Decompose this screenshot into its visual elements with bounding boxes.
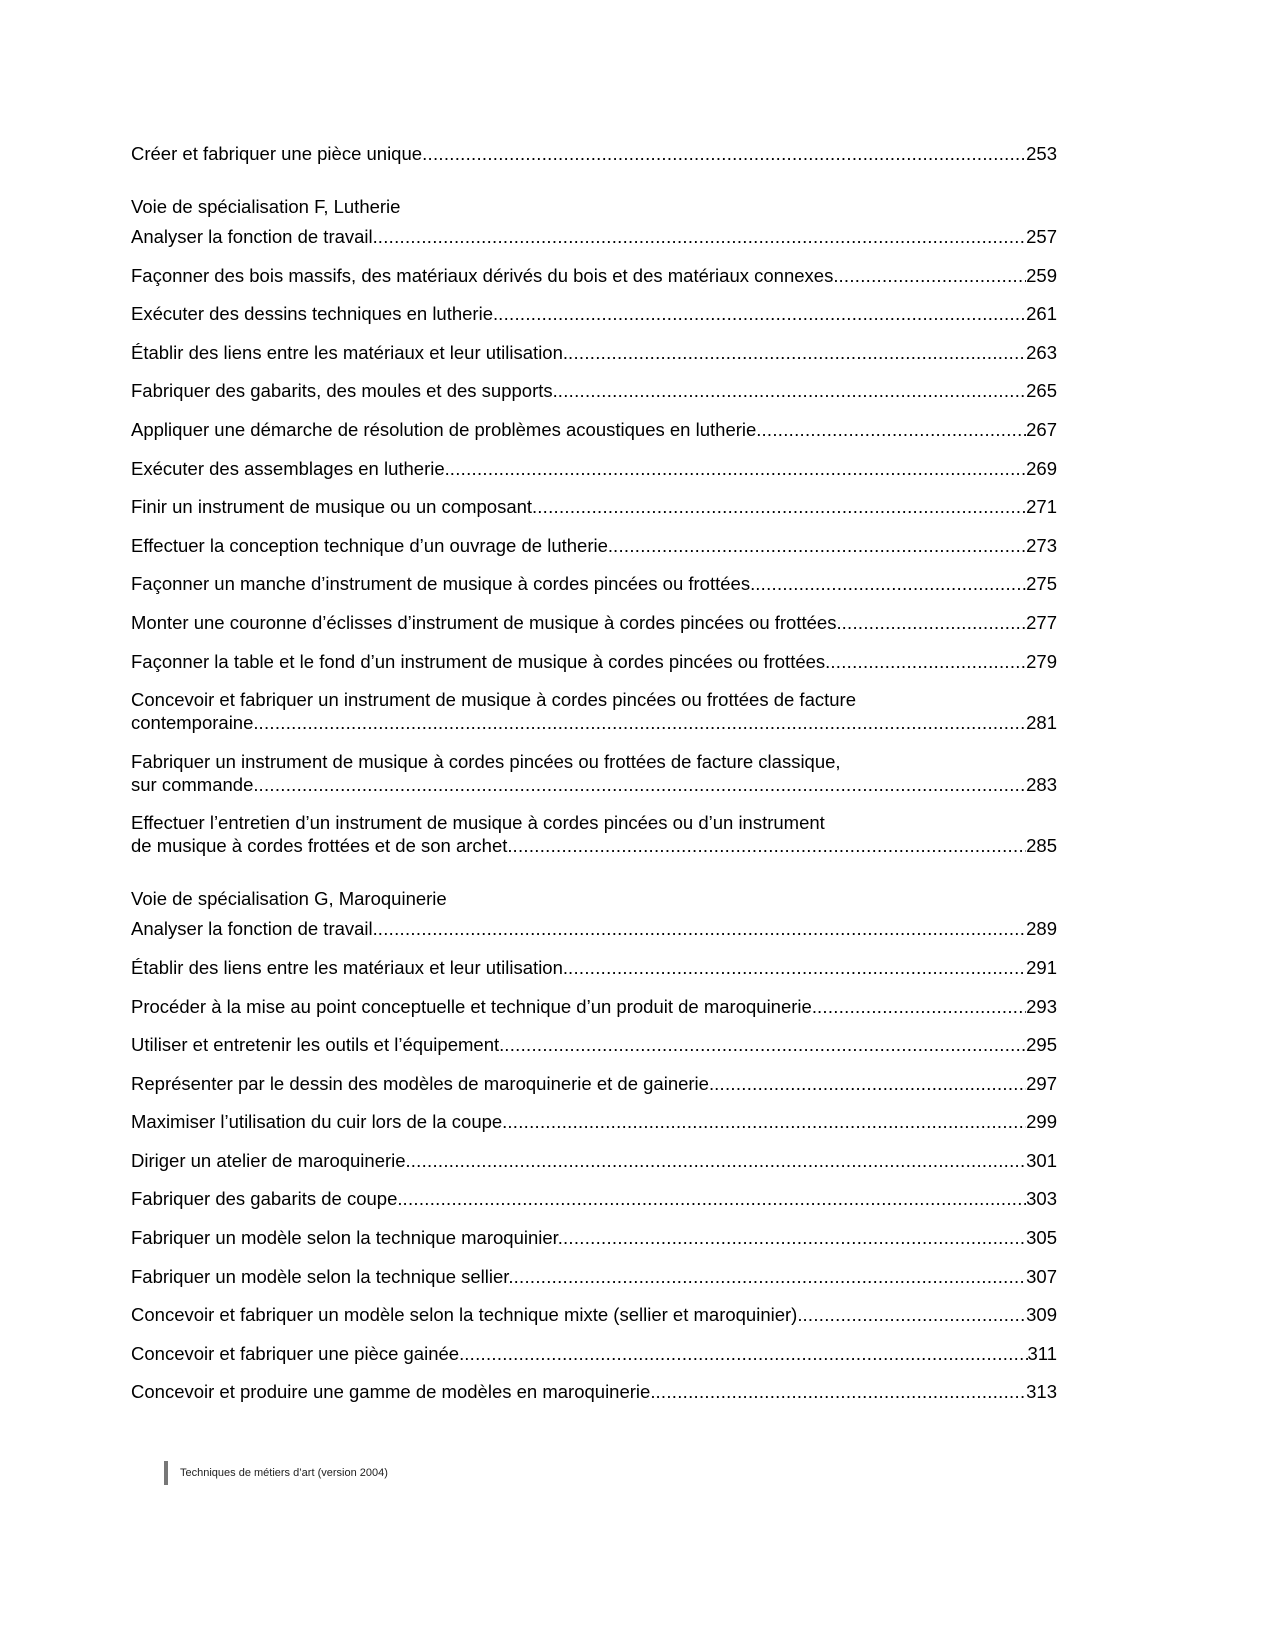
- page-number: 309: [1026, 1304, 1057, 1326]
- toc-entry-text: Fabriquer un modèle selon la technique sellier.: [131, 1265, 514, 1287]
- page-number: 295: [1026, 1034, 1057, 1056]
- leader-dots: [464, 1342, 1027, 1365]
- toc-entry[interactable]: [131, 418, 1057, 441]
- toc-entry[interactable]: [131, 1265, 1057, 1288]
- leader-dots: [378, 917, 1026, 940]
- toc-entry[interactable]: [131, 650, 1057, 673]
- leader-dots: [714, 1072, 1026, 1095]
- leader-dots: [259, 773, 1027, 796]
- toc-entry-text: Analyser la fonction de travail.: [131, 918, 378, 940]
- leader-dots: [498, 302, 1026, 325]
- page-number: 289: [1026, 918, 1057, 940]
- page-number: 285: [1026, 835, 1057, 857]
- leader-dots: [802, 1303, 1026, 1326]
- toc-entry[interactable]: [131, 302, 1057, 325]
- page-number: 293: [1026, 995, 1057, 1017]
- page-number: 257: [1026, 226, 1057, 247]
- page-number: 291: [1026, 956, 1057, 978]
- table-of-contents: [131, 142, 1057, 1403]
- page-number: 301: [1026, 1149, 1057, 1171]
- leader-dots: [537, 495, 1026, 518]
- toc-entry-text: Utiliser et entretenir les outils et l’équipement.: [131, 1034, 505, 1056]
- page-number: 297: [1026, 1072, 1057, 1094]
- toc-entry[interactable]: [131, 1072, 1057, 1095]
- toc-entry-text: Façonner des bois massifs, des matériaux dérivés du bois et des matériaux connexes.: [131, 264, 839, 286]
- leader-dots: [838, 264, 1026, 287]
- leader-dots: [755, 572, 1026, 595]
- page-number: 267: [1026, 418, 1057, 440]
- page-footer: [164, 1461, 388, 1485]
- leader-dots: [259, 711, 1027, 734]
- leader-dots: [655, 1380, 1026, 1403]
- section-heading: Voie de spécialisation F, Lutherie: [131, 196, 401, 217]
- toc-entry-text: Établir des liens entre les matériaux et leur utilisation.: [131, 341, 569, 363]
- leader-dots: [817, 995, 1026, 1018]
- leader-dots: [563, 1226, 1026, 1249]
- toc-entry[interactable]: [131, 995, 1057, 1018]
- toc-entry-text: Représenter par le dessin des modèles de maroquinerie et de gainerie.: [131, 1072, 715, 1094]
- toc-entry-text: Concevoir et produire une gamme de modèles en maroquinerie.: [131, 1381, 656, 1403]
- toc-entry-text: Fabriquer un instrument de musique à cordes pincées ou frottées de facture classique,: [131, 750, 841, 772]
- toc-entry-text: Analyser la fonction de travail.: [131, 226, 378, 247]
- leader-dots: [507, 1110, 1026, 1133]
- leader-dots: [378, 225, 1026, 248]
- page-number: 271: [1026, 496, 1057, 518]
- leader-dots: [842, 611, 1027, 634]
- toc-entry-text: Concevoir et fabriquer un instrument de musique à cordes pincées ou frottées de facture: [131, 689, 856, 711]
- page-number: 273: [1026, 534, 1057, 556]
- page-number: 303: [1026, 1188, 1057, 1210]
- page-number: 281: [1026, 712, 1057, 734]
- toc-entry-text: Exécuter des assemblages en lutherie.: [131, 457, 450, 479]
- page-number: 269: [1026, 457, 1057, 479]
- leader-dots: [761, 418, 1026, 441]
- page-number: 259: [1026, 264, 1057, 286]
- toc-entry-text: contemporaine.: [131, 712, 259, 734]
- page-number: 253: [1026, 143, 1057, 164]
- toc-entry-text: Appliquer une démarche de résolution de problèmes acoustiques en lutherie.: [131, 418, 762, 440]
- leader-dots: [568, 956, 1026, 979]
- toc-entry-text: Exécuter des dessins techniques en lutherie.: [131, 303, 499, 325]
- toc-entry-text: Diriger un atelier de maroquinerie.: [131, 1149, 411, 1171]
- toc-entry-text: Finir un instrument de musique ou un composant.: [131, 496, 538, 518]
- toc-entry-text: Créer et fabriquer une pièce unique: [131, 143, 423, 164]
- toc-entry[interactable]: [131, 1187, 1057, 1210]
- toc-entry[interactable]: [131, 142, 1057, 165]
- footer-text: Techniques de métiers d’art (version 2004): [180, 1467, 388, 1479]
- toc-entry[interactable]: [131, 1303, 1057, 1326]
- toc-entry[interactable]: [131, 341, 1057, 364]
- page-number: 279: [1026, 650, 1057, 672]
- toc-entry[interactable]: [131, 1149, 1057, 1172]
- leader-dots: [568, 341, 1026, 364]
- toc-entry-text: Établir des liens entre les matériaux et leur utilisation.: [131, 956, 569, 978]
- toc-entry[interactable]: [131, 956, 1057, 979]
- toc-entry-text: Concevoir et fabriquer un modèle selon la technique mixte (sellier et maroquinier).: [131, 1304, 803, 1326]
- page-number: 261: [1026, 303, 1057, 325]
- leader-dots: [422, 142, 1026, 165]
- toc-entry-text: Fabriquer un modèle selon la technique maroquinier.: [131, 1227, 563, 1249]
- leader-dots: [613, 534, 1026, 557]
- toc-entry[interactable]: [131, 534, 1057, 557]
- toc-entry-text: Procéder à la mise au point conceptuelle et technique d’un produit de maroquinerie.: [131, 995, 817, 1017]
- toc-entry-text: Façonner un manche d’instrument de musique à cordes pincées ou frottées.: [131, 573, 756, 595]
- toc-entry[interactable]: [131, 1342, 1057, 1365]
- leader-dots: [504, 1033, 1026, 1056]
- toc-entry-text: Façonner la table et le fond d’un instrument de musique à cordes pincées ou frottées.: [131, 650, 831, 672]
- toc-entry-text: Effectuer la conception technique d’un ouvrage de lutherie.: [131, 534, 614, 556]
- toc-entry[interactable]: [131, 917, 1057, 940]
- toc-entry[interactable]: [131, 1380, 1057, 1403]
- toc-entry[interactable]: [131, 572, 1057, 595]
- toc-entry-text: Monter une couronne d’éclisses d’instrument de musique à cordes pincées ou frottées.: [131, 611, 842, 633]
- page-number: 283: [1026, 773, 1057, 795]
- leader-dots: [513, 834, 1027, 857]
- toc-entry-text: Concevoir et fabriquer une pièce gainée.: [131, 1342, 465, 1364]
- page-number: 263: [1026, 341, 1057, 363]
- toc-entry-text: sur commande.: [131, 773, 259, 795]
- toc-entry-text: Fabriquer des gabarits de coupe.: [131, 1188, 403, 1210]
- toc-entry[interactable]: [131, 379, 1057, 402]
- toc-entry[interactable]: [131, 264, 1057, 287]
- toc-entry[interactable]: [131, 611, 1057, 634]
- leader-dots: [450, 457, 1026, 480]
- section-heading: Voie de spécialisation G, Maroquinerie: [131, 888, 447, 910]
- toc-entry-text: Effectuer l’entretien d’un instrument de musique à cordes pincées ou d’un instrument: [131, 812, 825, 834]
- leader-dots: [514, 1265, 1027, 1288]
- page-number: 307: [1026, 1265, 1057, 1287]
- page-number: 305: [1026, 1227, 1057, 1249]
- toc-entry-text: de musique à cordes frottées et de son archet.: [131, 835, 513, 857]
- page-number: 313: [1026, 1381, 1057, 1403]
- leader-dots: [411, 1149, 1026, 1172]
- toc-entry[interactable]: [131, 495, 1057, 518]
- leader-dots: [558, 379, 1026, 402]
- toc-entry[interactable]: [131, 1033, 1057, 1056]
- toc-entry[interactable]: [131, 457, 1057, 480]
- toc-entry[interactable]: [131, 750, 1057, 796]
- toc-entry[interactable]: [131, 225, 1057, 248]
- toc-entry[interactable]: [131, 811, 1057, 857]
- page-number: 277: [1026, 611, 1057, 633]
- page-number: 275: [1026, 573, 1057, 595]
- footer-bar: [164, 1461, 168, 1485]
- toc-entry[interactable]: [131, 688, 1057, 734]
- toc-entry-text: Maximiser l’utilisation du cuir lors de la coupe.: [131, 1111, 508, 1133]
- page-number: 299: [1026, 1111, 1057, 1133]
- toc-entry[interactable]: [131, 1226, 1057, 1249]
- page-number: 265: [1026, 380, 1057, 402]
- toc-entry[interactable]: [131, 1110, 1057, 1133]
- leader-dots: [403, 1187, 1027, 1210]
- page-number: 311: [1027, 1342, 1057, 1364]
- toc-entry-text: Fabriquer des gabarits, des moules et des supports.: [131, 380, 558, 402]
- leader-dots: [830, 650, 1026, 673]
